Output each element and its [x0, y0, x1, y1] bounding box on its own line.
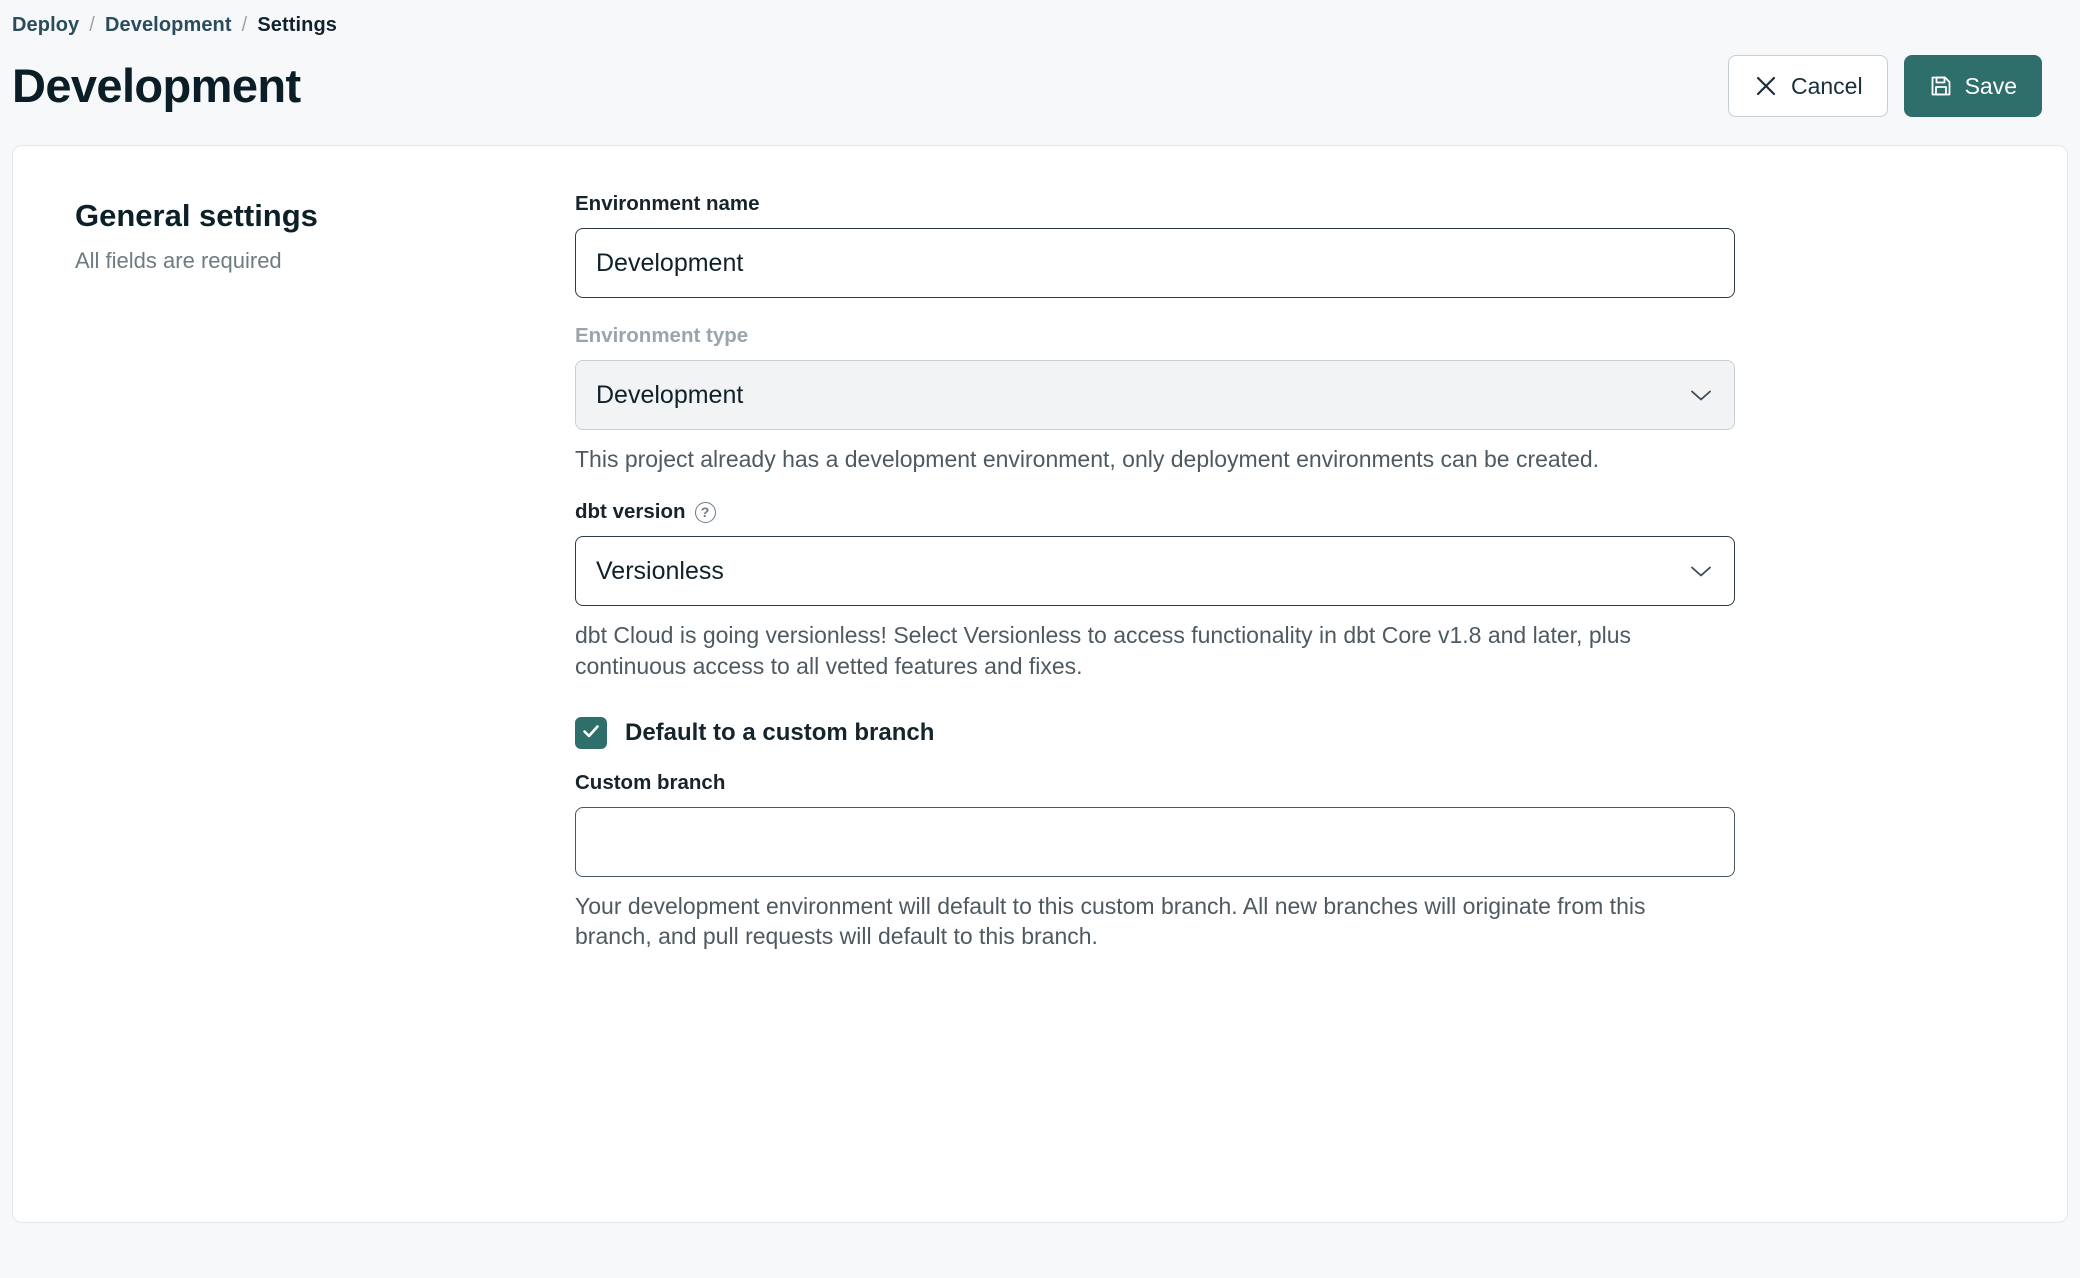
custom-branch-help: Your development environment will default to this custom branch. All new branches will originate from this branch, and pull requests will default to this branch.	[575, 893, 1646, 950]
environment-name-field	[575, 192, 1735, 298]
dbt-version-select[interactable]	[575, 536, 1735, 606]
page-title: Development	[12, 58, 301, 112]
custom-branch-label: Custom branch	[575, 771, 726, 795]
breadcrumb-item-settings: Settings	[257, 14, 338, 36]
general-settings-title: General settings	[75, 198, 318, 233]
breadcrumb-item-deploy[interactable]: Deploy	[12, 14, 80, 36]
settings-card	[12, 145, 2068, 1223]
dbt-version-label-row	[575, 500, 1735, 524]
custom-branch-input[interactable]	[575, 807, 1735, 877]
environment-type-help: This project already has a development environment, only deployment environments can be created.	[575, 446, 1600, 472]
chevron-down-icon	[1690, 381, 1712, 410]
custom-branch-field	[575, 771, 1735, 952]
chevron-down-icon	[1690, 557, 1712, 586]
breadcrumb-item-development[interactable]: Development	[104, 14, 232, 36]
cancel-button-label: Cancel	[1790, 72, 1863, 99]
general-settings-column	[75, 192, 575, 978]
header-actions	[1728, 55, 2042, 117]
settings-form	[575, 192, 1735, 978]
breadcrumb	[0, 0, 2080, 37]
breadcrumb-separator: /	[89, 14, 95, 36]
environment-name-input[interactable]	[575, 228, 1735, 298]
environment-type-select[interactable]	[575, 360, 1735, 430]
environment-type-label: Environment type	[575, 324, 749, 347]
dbt-version-value: Versionless	[596, 556, 724, 585]
general-settings-subtitle: All fields are required	[75, 248, 282, 273]
dbt-version-field	[575, 500, 1735, 681]
save-button[interactable]	[1904, 55, 2042, 117]
close-icon	[1753, 73, 1779, 99]
cancel-button[interactable]	[1728, 55, 1888, 117]
checkmark-icon	[580, 720, 602, 747]
breadcrumb-separator: /	[241, 14, 248, 36]
page-header	[0, 37, 2080, 117]
default-custom-branch-checkbox[interactable]	[575, 717, 607, 749]
save-disk-icon	[1929, 74, 1953, 98]
environment-name-label: Environment name	[575, 192, 760, 215]
save-button-label: Save	[1964, 72, 2017, 99]
dbt-version-label: dbt version	[575, 500, 686, 524]
environment-type-value: Development	[596, 380, 744, 409]
environment-type-field	[575, 324, 1735, 474]
question-mark-icon[interactable]: ?	[695, 502, 716, 523]
default-custom-branch-row	[575, 717, 1735, 749]
default-custom-branch-label[interactable]: Default to a custom branch	[625, 719, 935, 747]
dbt-version-help: dbt Cloud is going versionless! Select Versionless to access functionality in dbt Core v1.8 and later, plus continuous access to all vetted features and fixes.	[575, 622, 1632, 679]
